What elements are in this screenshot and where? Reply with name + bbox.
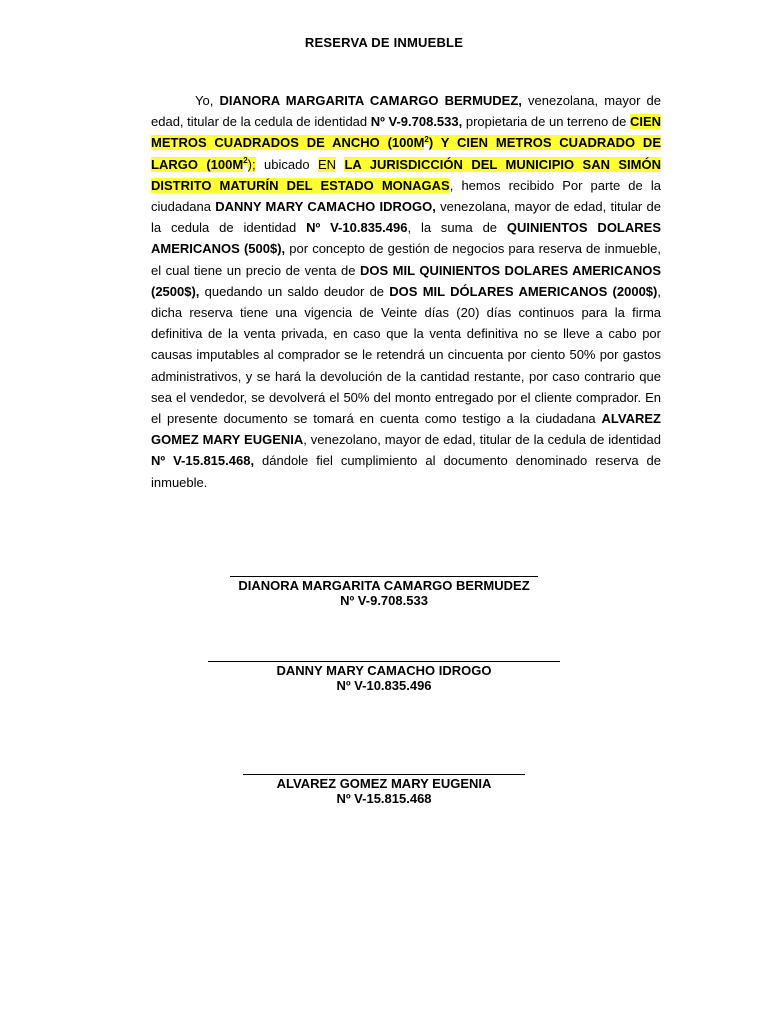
paragraph-content <box>151 93 661 490</box>
paragraph-segment: ALVAREZ GOMEZ MARY EUGENIA <box>151 411 661 448</box>
signature-block-3 <box>0 776 768 806</box>
paragraph-segment: 2 <box>424 135 429 145</box>
paragraph-segment: ); <box>247 156 256 172</box>
paragraph-segment: LA JURISDICCIÓN DEL MUNICIPIO SAN SIMÓN DISTRITO MATURÍN DEL ESTADO MONAGAS <box>151 156 661 193</box>
paragraph-segment: CIEN METROS CUADRADOS DE ANCHO (100M <box>151 114 661 151</box>
paragraph-segment: 2 <box>243 156 248 166</box>
signature-name-1: DIANORA MARGARITA CAMARGO BERMUDEZ <box>238 578 530 593</box>
paragraph-segment: QUINIENTOS DOLARES AMERICANOS (500$), <box>151 220 661 257</box>
paragraph-segment: , venezolano, mayor de edad, titular de la cedula de identidad <box>303 432 661 448</box>
paragraph-segment: por concepto de gestión de negocios para reserva de inmueble, el cual tiene un precio de venta de <box>151 241 661 278</box>
paragraph-segment: venezolana, mayor de edad, titular de la cedula de identidad <box>151 199 661 236</box>
signature-id-2: Nº V-10.835.496 <box>336 678 432 693</box>
paragraph-segment: venezolana, mayor de edad, titular de la cedula de identidad <box>151 93 661 130</box>
paragraph-segment: ) Y CIEN METROS CUADRADO DE LARGO (100M <box>151 135 661 172</box>
paragraph-segment: , la suma de <box>407 220 507 236</box>
paragraph-segment: DOS MIL DÓLARES AMERICANOS (2000$) <box>389 283 658 299</box>
paragraph-segment: Nº V-15.815.468, <box>151 453 255 469</box>
paragraph-segment: ubicado <box>255 156 318 172</box>
signature-id-1: Nº V-9.708.533 <box>340 593 428 608</box>
paragraph-segment: Nº V-9.708.533, <box>370 114 463 130</box>
paragraph-segment: DANNY MARY CAMACHO IDROGO, <box>215 199 436 215</box>
signature-block-2 <box>0 663 768 693</box>
signature-line-3 <box>243 774 525 775</box>
paragraph-segment: DIANORA MARGARITA CAMARGO BERMUDEZ, <box>219 93 522 108</box>
signature-line-1 <box>230 576 538 577</box>
paragraph-segment: propietaria de un terreno de <box>462 114 630 130</box>
paragraph-segment: dándole fiel cumplimiento al documento denominado reserva de inmueble. <box>151 453 661 490</box>
paragraph-segment: quedando un saldo deudor de <box>199 283 390 299</box>
paragraph-segment: Yo, <box>195 93 220 108</box>
paragraph-segment: , dicha reserva tiene una vigencia de Veinte días (20) días continuos para la firma definitiva de la venta privada, en caso que la venta definitiva no se lleve a cabo por causas imputables al comprador se le retendrá un cincuenta por ciento 50% por gastos administrativos, y se hará la devolución de la cantidad restante, por caso contrario que sea el vendedor, se devolverá el 50% del monto entregado por el cliente comprador. En el presente documento se tomará en cuenta como testigo a la ciudadana <box>151 283 661 427</box>
paragraph-segment: , hemos recibido Por parte de la ciudadana <box>151 177 661 215</box>
document-body-paragraph <box>151 90 661 493</box>
signature-block-1 <box>0 578 768 608</box>
signature-name-2: DANNY MARY CAMACHO IDROGO <box>276 663 492 678</box>
paragraph-segment: Nº V-10.835.496 <box>306 220 408 236</box>
document-title: RESERVA DE INMUEBLE <box>304 35 464 50</box>
paragraph-segment: EN <box>317 156 337 172</box>
signature-name-3: ALVAREZ GOMEZ MARY EUGENIA <box>276 776 492 791</box>
paragraph-segment: DOS MIL QUINIENTOS DOLARES AMERICANOS (2500$), <box>151 262 661 299</box>
signature-line-2 <box>208 661 560 662</box>
signature-id-3: Nº V-15.815.468 <box>336 791 432 806</box>
